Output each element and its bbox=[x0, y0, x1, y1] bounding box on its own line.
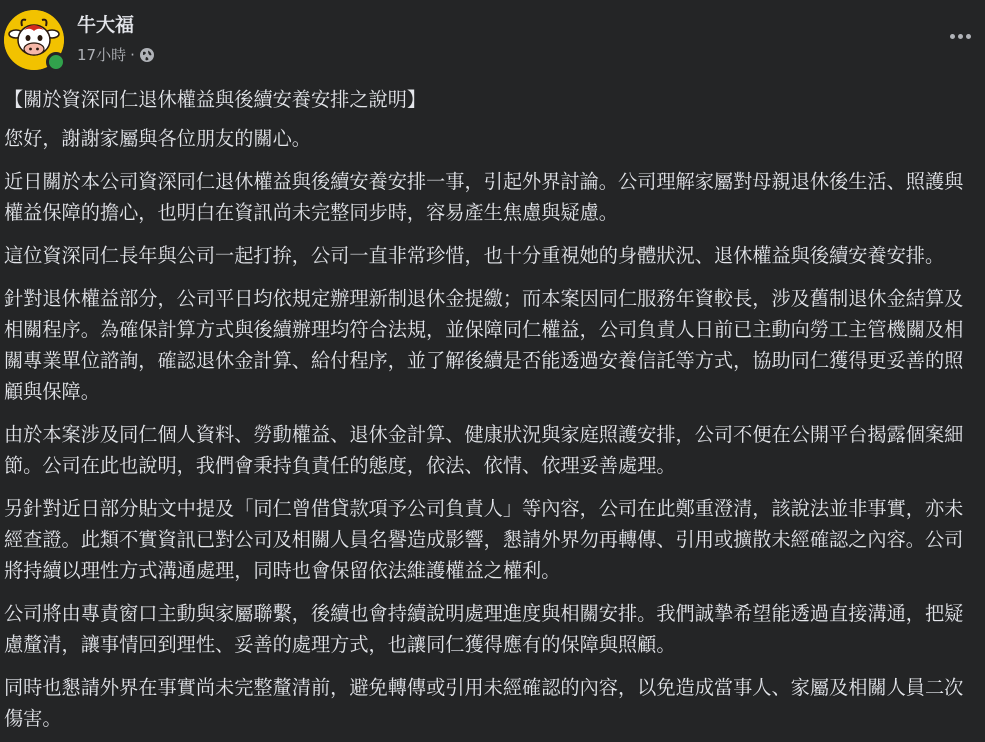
more-dot bbox=[950, 34, 955, 39]
post-meta bbox=[77, 44, 155, 65]
more-dot bbox=[966, 34, 971, 39]
post-paragraph: 近日關於本公司資深同仁退休權益與後續安養安排一事，引起外界討論。公司理解家屬對母親退休後生活、照護與權益保障的擔心，也明白在資訊尚未完整同步時，容易產生焦慮與疑慮。 bbox=[4, 170, 964, 224]
post-paragraph: 同時也懇請外界在事實尚未完整釐清前，避免轉傳或引用未經確認的內容，以免造成當事人、家屬及相關人員二次傷害。 bbox=[4, 676, 964, 730]
more-options-button[interactable] bbox=[945, 24, 975, 48]
post-paragraph: 由於本案涉及同仁個人資料、勞動權益、退休金計算、健康狀況與家庭照護安排，公司不便在公開平台揭露個案細節。公司在此也說明，我們會秉持負責任的態度，依法、依情、依理妥善處理。 bbox=[4, 423, 964, 477]
meta-separator: · bbox=[130, 45, 135, 64]
post-timestamp[interactable]: 17小時 bbox=[77, 46, 127, 64]
more-dot bbox=[958, 34, 963, 39]
post-paragraph: 另針對近日部分貼文中提及「同仁曾借貸款項予公司負責人」等內容，公司在此鄭重澄清，該說法並非事實，亦未經查證。此類不實資訊已對公司及相關人員名譽造成影響，懇請外界勿再轉傳、引用或擴散未經確認之內容。公司將持續以理性方式溝通處理，同時也會保留依法維護權益之權利。 bbox=[4, 497, 964, 582]
post-header bbox=[0, 0, 985, 80]
globe-icon[interactable] bbox=[139, 47, 155, 63]
online-status-dot bbox=[46, 52, 66, 72]
post-paragraph: 您好，謝謝家屬與各位朋友的關心。 bbox=[4, 127, 311, 150]
post-paragraph: 公司將由專責窗口主動與家屬聯繫，後續也會持續說明處理進度與相關安排。我們誠摯希望能透過直接溝通，把疑慮釐清，讓事情回到理性、妥善的處理方式，也讓同仁獲得應有的保障與照顧。 bbox=[4, 602, 964, 656]
post-paragraph: 這位資深同仁長年與公司一起打拚，公司一直非常珍惜，也十分重視她的身體狀況、退休權益與後續安養安排。 bbox=[4, 244, 945, 267]
post-content bbox=[4, 84, 976, 742]
author-name[interactable]: 牛大福 bbox=[77, 14, 135, 36]
post-title: 【關於資深同仁退休權益與後續安養安排之說明】 bbox=[4, 88, 427, 111]
post-paragraph: 針對退休權益部分，公司平日均依規定辦理新制退休金提繳；而本案因同仁服務年資較長，涉及舊制退休金結算及相關程序。為確保計算方式與後續辦理均符合法規，並保障同仁權益，公司負責人日前已主動向勞工主管機關及相關專業單位諮詢，確認退休金計算、給付程序，並了解後續是否能透過安養信託等方式，協助同仁獲得更妥善的照顧與保障。 bbox=[4, 287, 964, 403]
